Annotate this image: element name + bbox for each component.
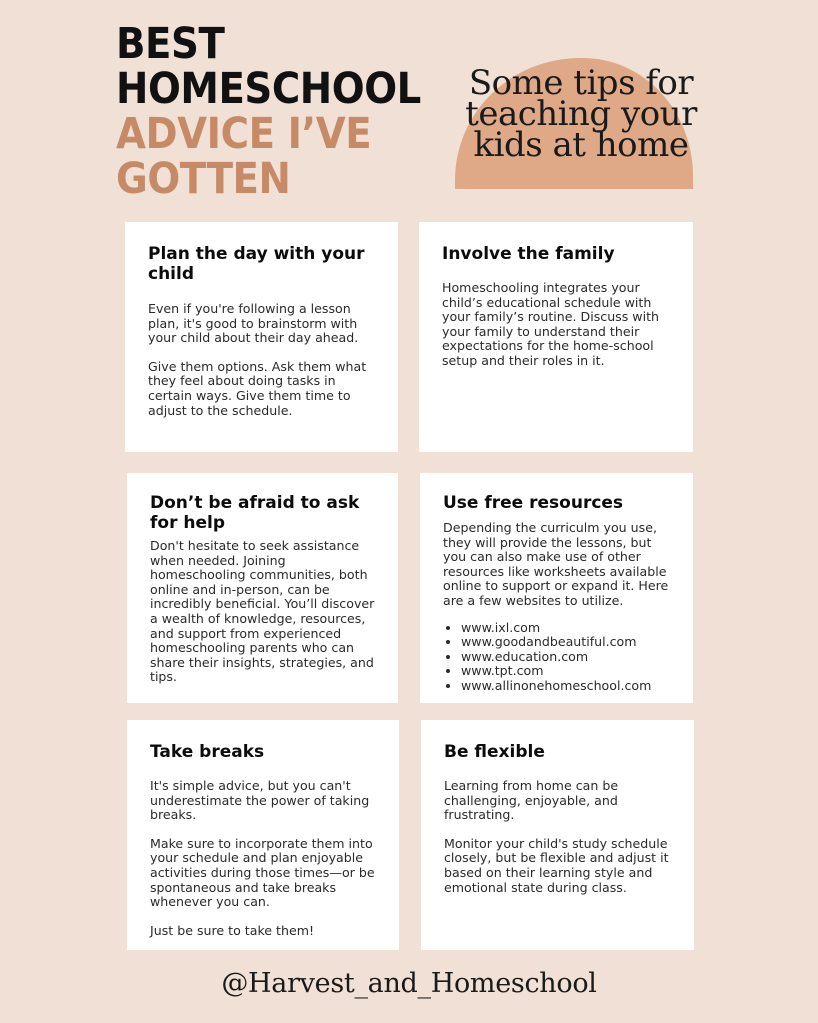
page-title [116,19,421,204]
card-paragraph: Even if you're following a lesson plan, it's good to brainstorm with your child about their day ahead. [148,301,359,346]
tip-card-free-resources [420,473,693,703]
tip-card-ask-for-help [127,473,398,703]
social-handle: @Harvest_and_Homeschool [221,968,597,999]
tip-card-involve-family [419,222,693,452]
card-paragraph: It's simple advice, but you can't underestimate the power of taking breaks. [150,778,370,823]
card-heading: Take breaks [150,742,265,762]
card-paragraph: Give them options. Ask them what they feel about doing tasks in certain ways. Give them time to adjust to the schedule. [148,358,367,418]
card-paragraph: Make sure to incorporate them into your schedule and plan enjoyable activities during those times—or be spontaneous and take breaks whenever you can. [150,835,375,910]
tip-card-plan-day [125,222,398,452]
resource-link-list [443,621,673,694]
subtitle-line-2: teaching your [465,94,697,134]
card-heading: Don’t be afraid to ask for help [150,493,360,533]
card-paragraph: Learning from home can be challenging, enjoyable, and frustrating. [444,778,619,823]
card-heading: Involve the family [442,244,615,264]
tip-card-be-flexible [421,720,694,950]
card-paragraph: Homeschooling integrates your child’s educational schedule with your family’s routine. Discuss with your family to understand their expectations for the home-school setup and their roles in it. [442,280,660,368]
resource-link[interactable]: • www.tpt.com [461,664,673,679]
subtitle-line-3: kids at home [473,125,689,165]
resource-link[interactable]: • www.allinonehomeschool.com [461,679,673,694]
card-paragraph: Don't hesitate to seek assistance when needed. Joining homeschooling communities, both online and in-person, can be incredibly beneficial. You’ll discover a wealth of knowledge, resources, and support from experienced homeschooling parents who can share their insights, strategies, and tips. [150,538,375,685]
subtitle-line-1: Some tips for [468,63,694,103]
card-paragraph: Just be sure to take them! [150,922,315,938]
card-paragraph: Monitor your child's study schedule closely, but be flexible and adjust it based on their learning style and emotional state during class. [444,835,669,895]
title-line-1: BEST [116,19,225,69]
title-line-4: GOTTEN [116,154,291,204]
title-line-3: ADVICE I’VE [116,109,372,159]
card-heading: Use free resources [443,493,624,513]
card-heading: Be flexible [444,742,545,762]
resource-link[interactable]: • www.ixl.com [461,621,673,636]
tip-card-take-breaks [127,720,399,950]
resource-link[interactable]: • www.education.com [461,650,673,665]
card-paragraph: Depending the curriculm you use, they will provide the lessons, but you can also make use of other resources like worksheets available online to support or expand it. Here are a few websites to utilize. [443,520,669,608]
subtitle [452,63,710,165]
resource-link[interactable]: • www.goodandbeautiful.com [461,635,673,650]
title-line-2: HOMESCHOOL [116,64,421,114]
card-heading: Plan the day with your child [148,244,365,284]
